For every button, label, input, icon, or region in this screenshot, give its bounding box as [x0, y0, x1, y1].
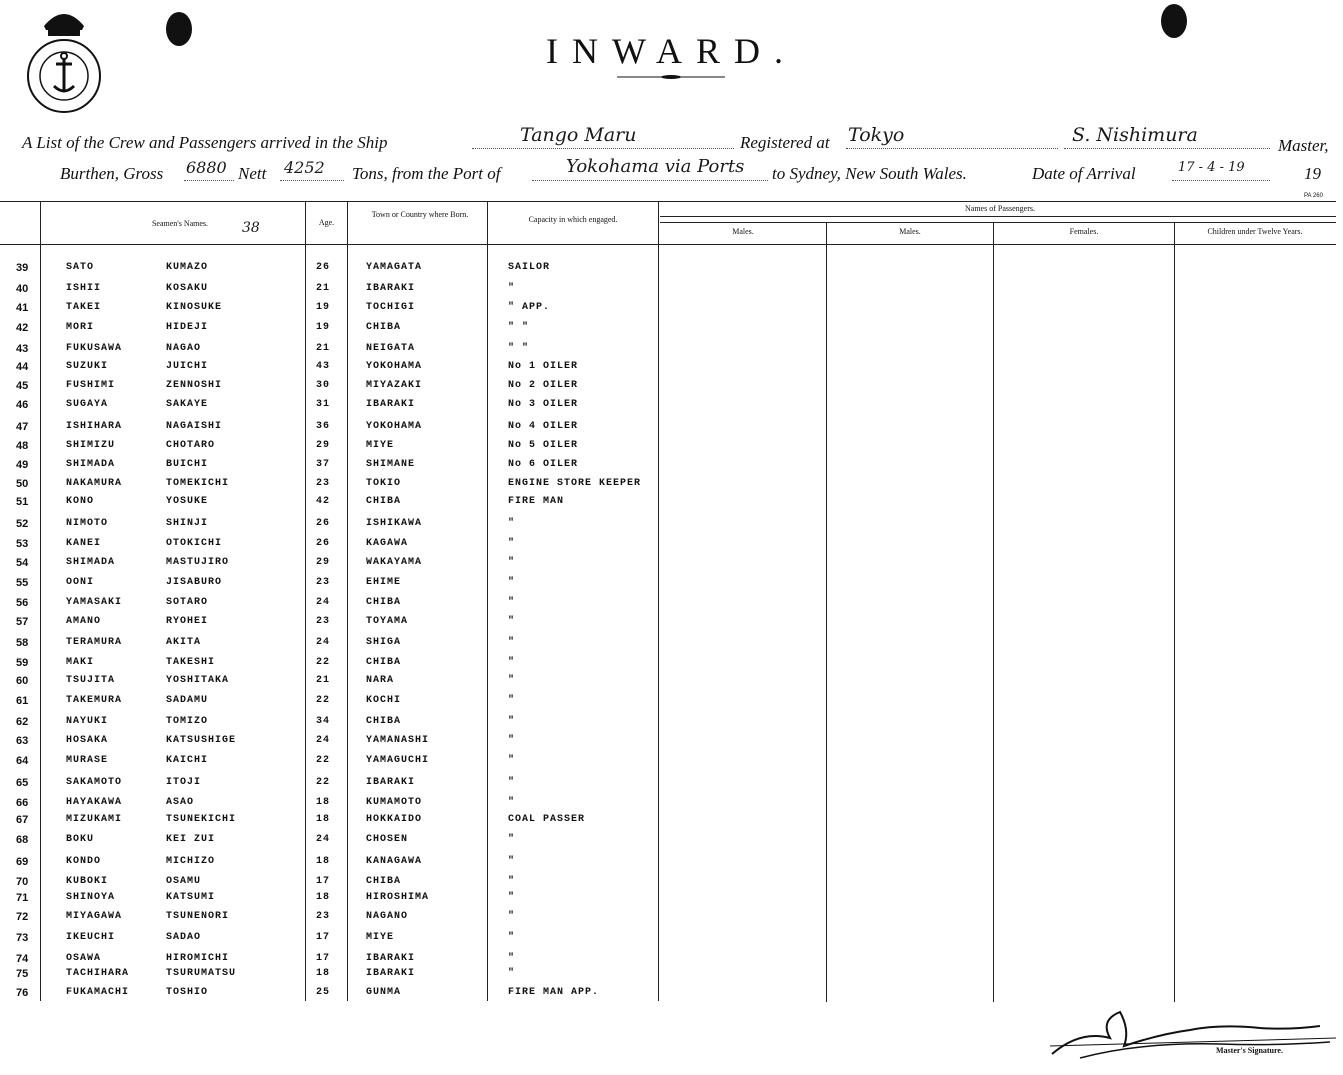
seaman-surname: MAKI — [66, 657, 95, 668]
row-number: 44 — [16, 361, 29, 373]
seaman-given-name: TOMIZO — [166, 716, 209, 727]
seaman-age: 26 — [316, 518, 331, 529]
form-reference: PA 260 — [1304, 193, 1323, 199]
seaman-birthplace: SHIGA — [366, 637, 402, 648]
seaman-birthplace: NEIGATA — [366, 343, 416, 354]
seaman-given-name: ZENNOSHI — [166, 380, 223, 391]
seaman-given-name: KAICHI — [166, 755, 209, 766]
seaman-given-name: TAKESHI — [166, 657, 216, 668]
seaman-age: 19 — [316, 302, 331, 313]
col-age: Age. — [318, 218, 335, 227]
registered-label: Registered at — [740, 133, 830, 152]
seaman-given-name: KEI ZUI — [166, 834, 216, 845]
seaman-capacity: " — [508, 953, 516, 964]
seaman-birthplace: IBARAKI — [366, 399, 416, 410]
seaman-given-name: SOTARO — [166, 597, 209, 608]
col-children: Children under Twelve Years. — [1207, 227, 1303, 236]
seamen-count: 38 — [242, 220, 260, 236]
seaman-surname: TAKEI — [66, 302, 102, 313]
seaman-age: 17 — [316, 876, 331, 887]
seaman-capacity: No 6 OILER — [508, 459, 579, 470]
destination-label: to Sydney, New South Wales. — [772, 164, 967, 183]
row-number: 71 — [16, 892, 29, 904]
row-number: 40 — [16, 283, 29, 295]
seaman-surname: SAKAMOTO — [66, 777, 123, 788]
seaman-birthplace: CHIBA — [366, 876, 402, 887]
seaman-age: 30 — [316, 380, 331, 391]
seaman-capacity: " — [508, 834, 516, 845]
seaman-capacity: " — [508, 876, 516, 887]
seaman-age: 24 — [316, 735, 331, 746]
seaman-surname: ISHIHARA — [66, 421, 123, 432]
seaman-surname: MIYAGAWA — [66, 911, 123, 922]
seaman-surname: TACHIHARA — [66, 968, 130, 979]
seaman-given-name: JUICHI — [166, 361, 209, 372]
tons-label: Tons, from the Port of — [352, 164, 501, 183]
seaman-surname: OONI — [66, 577, 95, 588]
row-number: 65 — [16, 777, 29, 789]
seaman-given-name: NAGAISHI — [166, 421, 223, 432]
seaman-capacity: " — [508, 675, 516, 686]
seaman-capacity: " — [508, 616, 516, 627]
seaman-given-name: YOSHITAKA — [166, 675, 230, 686]
row-number: 70 — [16, 876, 29, 888]
row-number: 58 — [16, 637, 29, 649]
seaman-age: 22 — [316, 777, 331, 788]
document-title: INWARD. — [546, 31, 797, 71]
row-number: 56 — [16, 597, 29, 609]
seaman-given-name: TSUNEKICHI — [166, 814, 237, 825]
seaman-capacity: ENGINE STORE KEEPER — [508, 478, 642, 489]
seaman-given-name: SHINJI — [166, 518, 209, 529]
seaman-birthplace: KUMAMOTO — [366, 797, 423, 808]
seaman-given-name: ASAO — [166, 797, 195, 808]
col-seamen-names: Seamen's Names. — [151, 219, 209, 228]
row-number: 64 — [16, 755, 29, 767]
row-number: 67 — [16, 814, 29, 826]
seaman-birthplace: YAMAGATA — [366, 262, 423, 273]
row-number: 41 — [16, 302, 29, 314]
seaman-birthplace: KOCHI — [366, 695, 402, 706]
row-number: 42 — [16, 322, 29, 334]
seaman-given-name: YOSUKE — [166, 496, 209, 507]
seaman-surname: FUKAMACHI — [66, 987, 130, 998]
seaman-surname: KONO — [66, 496, 95, 507]
seaman-birthplace: HOKKAIDO — [366, 814, 423, 825]
seaman-age: 17 — [316, 953, 331, 964]
seaman-capacity: " — [508, 968, 516, 979]
seaman-capacity: " — [508, 856, 516, 867]
col-males-2: Males. — [899, 227, 921, 236]
seaman-age: 31 — [316, 399, 331, 410]
seaman-surname: BOKU — [66, 834, 95, 845]
seaman-birthplace: MIYE — [366, 440, 395, 451]
seaman-surname: YAMASAKI — [66, 597, 123, 608]
seaman-surname: NIMOTO — [66, 518, 109, 529]
seaman-age: 18 — [316, 968, 331, 979]
row-number: 43 — [16, 343, 29, 355]
seaman-capacity: " — [508, 777, 516, 788]
seaman-age: 18 — [316, 856, 331, 867]
burthen-label: Burthen, Gross — [60, 164, 164, 183]
seaman-capacity: " — [508, 755, 516, 766]
col-males-1: Males. — [732, 227, 754, 236]
seaman-birthplace: GUNMA — [366, 987, 402, 998]
seaman-age: 29 — [316, 440, 331, 451]
seaman-capacity: No 2 OILER — [508, 380, 579, 391]
row-number: 52 — [16, 518, 29, 530]
seaman-age: 26 — [316, 262, 331, 273]
gross-tons: 6880 — [186, 158, 227, 177]
col-capacity: Capacity in which engaged. — [528, 215, 618, 224]
seaman-given-name: KUMAZO — [166, 262, 209, 273]
row-number: 51 — [16, 496, 29, 508]
row-number: 69 — [16, 856, 29, 868]
row-number: 63 — [16, 735, 29, 747]
master-label: Master, — [1278, 136, 1329, 155]
seaman-surname: NAYUKI — [66, 716, 109, 727]
seaman-birthplace: MIYAZAKI — [366, 380, 423, 391]
seaman-surname: KONDO — [66, 856, 102, 867]
seaman-surname: KANEI — [66, 538, 102, 549]
seaman-capacity: " — [508, 518, 516, 529]
seaman-capacity: " " — [508, 343, 530, 354]
seaman-age: 26 — [316, 538, 331, 549]
seaman-surname: AMANO — [66, 616, 102, 627]
seaman-surname: HOSAKA — [66, 735, 109, 746]
seaman-capacity: No 4 OILER — [508, 421, 579, 432]
seaman-capacity: " — [508, 735, 516, 746]
seaman-given-name: JISABURO — [166, 577, 223, 588]
col-town-born: Town or Country where Born. — [371, 210, 469, 219]
seaman-given-name: TSUNENORI — [166, 911, 230, 922]
seaman-surname: OSAWA — [66, 953, 102, 964]
seaman-birthplace: CHOSEN — [366, 834, 409, 845]
seaman-surname: IKEUCHI — [66, 932, 116, 943]
seaman-age: 23 — [316, 616, 331, 627]
seaman-capacity: " — [508, 797, 516, 808]
seaman-surname: TAKEMURA — [66, 695, 123, 706]
nett-label: Nett — [238, 164, 267, 183]
seaman-given-name: HIROMICHI — [166, 953, 230, 964]
seaman-capacity: " APP. — [508, 302, 551, 313]
seaman-capacity: " — [508, 538, 516, 549]
seaman-age: 17 — [316, 932, 331, 943]
seaman-age: 25 — [316, 987, 331, 998]
seaman-birthplace: CHIBA — [366, 496, 402, 507]
seaman-surname: MURASE — [66, 755, 109, 766]
master-name: S. Nishimura — [1072, 124, 1198, 146]
seaman-birthplace: KAGAWA — [366, 538, 409, 549]
seaman-capacity: " — [508, 283, 516, 294]
master-signature — [1040, 990, 1340, 1065]
seaman-given-name: RYOHEI — [166, 616, 209, 627]
row-number: 49 — [16, 459, 29, 471]
row-number: 68 — [16, 834, 29, 846]
seaman-given-name: ITOJI — [166, 777, 202, 788]
seaman-birthplace: MIYE — [366, 932, 395, 943]
seaman-birthplace: WAKAYAMA — [366, 557, 423, 568]
row-number: 60 — [16, 675, 29, 687]
registered-port: Tokyo — [848, 124, 905, 146]
row-number: 76 — [16, 987, 29, 999]
seaman-age: 36 — [316, 421, 331, 432]
seaman-given-name: CHOTARO — [166, 440, 216, 451]
seaman-age: 22 — [316, 695, 331, 706]
seaman-given-name: SAKAYE — [166, 399, 209, 410]
seaman-age: 21 — [316, 675, 331, 686]
seaman-surname: SUGAYA — [66, 399, 109, 410]
seaman-given-name: OTOKICHI — [166, 538, 223, 549]
row-number: 53 — [16, 538, 29, 550]
seaman-capacity: " — [508, 695, 516, 706]
row-number: 48 — [16, 440, 29, 452]
seaman-birthplace: NAGANO — [366, 911, 409, 922]
seaman-age: 43 — [316, 361, 331, 372]
seaman-birthplace: YAMANASHI — [366, 735, 430, 746]
arrival-label: Date of Arrival — [1032, 164, 1136, 183]
ship-name: Tango Maru — [520, 124, 637, 146]
seaman-surname: ISHII — [66, 283, 102, 294]
seaman-birthplace: TOKIO — [366, 478, 402, 489]
row-number: 50 — [16, 478, 29, 490]
signature-label: Master's Signature. — [1216, 1046, 1283, 1055]
seaman-capacity: No 3 OILER — [508, 399, 579, 410]
arrival-date: 17 - 4 - 19 — [1178, 160, 1245, 175]
seaman-given-name: TOSHIO — [166, 987, 209, 998]
seaman-capacity: " — [508, 716, 516, 727]
seaman-age: 42 — [316, 496, 331, 507]
seaman-given-name: KATSUMI — [166, 892, 216, 903]
seaman-given-name: KOSAKU — [166, 283, 209, 294]
seaman-given-name: OSAMU — [166, 876, 202, 887]
seaman-age: 18 — [316, 797, 331, 808]
seaman-age: 22 — [316, 657, 331, 668]
seaman-age: 21 — [316, 283, 331, 294]
seaman-birthplace: YOKOHAMA — [366, 421, 423, 432]
seaman-capacity: SAILOR — [508, 262, 551, 273]
seaman-given-name: TOMEKICHI — [166, 478, 230, 489]
row-number: 47 — [16, 421, 29, 433]
seaman-surname: NAKAMURA — [66, 478, 123, 489]
from-port: Yokohama via Ports — [566, 156, 745, 177]
seaman-given-name: SADAMU — [166, 695, 209, 706]
seaman-surname: TERAMURA — [66, 637, 123, 648]
seaman-birthplace: TOCHIGI — [366, 302, 416, 313]
row-number: 74 — [16, 953, 29, 965]
seaman-given-name: AKITA — [166, 637, 202, 648]
seaman-capacity: FIRE MAN — [508, 496, 565, 507]
seaman-given-name: KINOSUKE — [166, 302, 223, 313]
seaman-age: 24 — [316, 834, 331, 845]
seaman-surname: FUKUSAWA — [66, 343, 123, 354]
seaman-capacity: " — [508, 557, 516, 568]
seaman-surname: KUBOKI — [66, 876, 109, 887]
seaman-surname: MIZUKAMI — [66, 814, 123, 825]
seaman-surname: SHIMIZU — [66, 440, 116, 451]
seaman-age: 19 — [316, 322, 331, 333]
seaman-given-name: SADAO — [166, 932, 202, 943]
seaman-age: 18 — [316, 892, 331, 903]
seaman-age: 29 — [316, 557, 331, 568]
seaman-age: 37 — [316, 459, 331, 470]
nett-tons: 4252 — [284, 158, 325, 177]
arrival-year: 19 — [1304, 164, 1321, 183]
seaman-birthplace: CHIBA — [366, 322, 402, 333]
col-passengers: Names of Passengers. — [965, 204, 1035, 213]
seaman-surname: SATO — [66, 262, 95, 273]
seaman-birthplace: IBARAKI — [366, 953, 416, 964]
seaman-age: 34 — [316, 716, 331, 727]
seaman-capacity: " — [508, 637, 516, 648]
seaman-birthplace: CHIBA — [366, 716, 402, 727]
seaman-age: 24 — [316, 637, 331, 648]
seaman-age: 23 — [316, 911, 331, 922]
seaman-surname: MORI — [66, 322, 95, 333]
seaman-capacity: " — [508, 577, 516, 588]
seaman-birthplace: CHIBA — [366, 657, 402, 668]
seaman-surname: SHIMADA — [66, 557, 116, 568]
seaman-capacity: " — [508, 892, 516, 903]
list-heading: A List of the Crew and Passengers arrived in the Ship — [22, 133, 388, 152]
seaman-given-name: MASTUJIRO — [166, 557, 230, 568]
seaman-birthplace: IBARAKI — [366, 283, 416, 294]
seaman-birthplace: YOKOHAMA — [366, 361, 423, 372]
seaman-capacity: No 1 OILER — [508, 361, 579, 372]
seaman-age: 23 — [316, 577, 331, 588]
seaman-given-name: HIDEJI — [166, 322, 209, 333]
row-number: 59 — [16, 657, 29, 669]
seaman-surname: SHIMADA — [66, 459, 116, 470]
seaman-given-name: BUICHI — [166, 459, 209, 470]
row-number: 54 — [16, 557, 29, 569]
seaman-given-name: TSURUMATSU — [166, 968, 237, 979]
seaman-capacity: FIRE MAN APP. — [508, 987, 600, 998]
seaman-age: 22 — [316, 755, 331, 766]
row-number: 46 — [16, 399, 29, 411]
seaman-capacity: " — [508, 911, 516, 922]
seaman-birthplace: IBARAKI — [366, 968, 416, 979]
seaman-given-name: NAGAO — [166, 343, 202, 354]
col-females: Females. — [1069, 227, 1099, 236]
seaman-birthplace: SHIMANE — [366, 459, 416, 470]
row-number: 39 — [16, 262, 29, 274]
seaman-age: 24 — [316, 597, 331, 608]
seaman-birthplace: EHIME — [366, 577, 402, 588]
seaman-capacity: No 5 OILER — [508, 440, 579, 451]
row-number: 73 — [16, 932, 29, 944]
seaman-age: 23 — [316, 478, 331, 489]
seaman-birthplace: NARA — [366, 675, 395, 686]
title-ornament — [617, 75, 725, 79]
seaman-birthplace: CHIBA — [366, 597, 402, 608]
row-number: 61 — [16, 695, 29, 707]
seaman-capacity: " — [508, 597, 516, 608]
seaman-birthplace: KANAGAWA — [366, 856, 423, 867]
row-number: 75 — [16, 968, 29, 980]
row-number: 57 — [16, 616, 29, 628]
seaman-given-name: MICHIZO — [166, 856, 216, 867]
row-number: 45 — [16, 380, 29, 392]
seaman-surname: SHINOYA — [66, 892, 116, 903]
row-number: 55 — [16, 577, 29, 589]
seaman-surname: FUSHIMI — [66, 380, 116, 391]
seaman-birthplace: TOYAMA — [366, 616, 409, 627]
seaman-age: 18 — [316, 814, 331, 825]
seaman-capacity: COAL PASSER — [508, 814, 586, 825]
seaman-surname: SUZUKI — [66, 361, 109, 372]
seaman-age: 21 — [316, 343, 331, 354]
seaman-birthplace: IBARAKI — [366, 777, 416, 788]
row-number: 66 — [16, 797, 29, 809]
seaman-capacity: " " — [508, 322, 530, 333]
seaman-birthplace: HIROSHIMA — [366, 892, 430, 903]
seaman-capacity: " — [508, 657, 516, 668]
row-number: 62 — [16, 716, 29, 728]
seaman-given-name: KATSUSHIGE — [166, 735, 237, 746]
row-number: 72 — [16, 911, 29, 923]
seaman-birthplace: YAMAGUCHI — [366, 755, 430, 766]
seaman-capacity: " — [508, 932, 516, 943]
seaman-surname: TSUJITA — [66, 675, 116, 686]
seaman-birthplace: ISHIKAWA — [366, 518, 423, 529]
seaman-surname: HAYAKAWA — [66, 797, 123, 808]
